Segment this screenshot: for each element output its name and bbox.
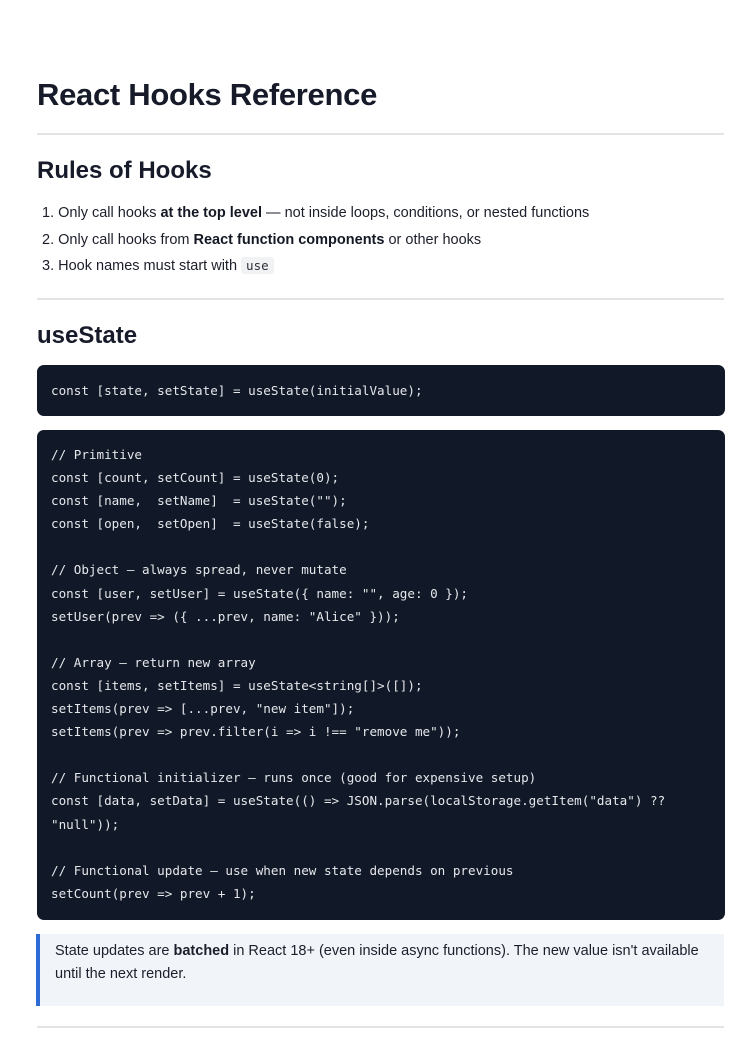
callout-text: in React 18+ (even inside async functions). The new value isn't available until the next render.: [55, 943, 699, 982]
rule-number: 2.: [42, 231, 55, 248]
rule-text: or other hooks: [384, 231, 482, 248]
code-line: // Array — return new array: [51, 654, 256, 670]
divider: [37, 298, 724, 300]
example-code-block: [37, 430, 725, 920]
rule-number: 1.: [42, 205, 55, 221]
code-line: [51, 628, 711, 651]
code-line: [51, 836, 711, 859]
rule-emphasis: at the top level: [160, 205, 263, 221]
code-line: setCount(prev => prev + 1);: [51, 885, 256, 901]
divider: [37, 1026, 724, 1028]
code-line: const [count, setCount] = useState(0);: [51, 470, 340, 486]
usestate-heading: useState: [37, 322, 138, 349]
code-line: const [name, setName] = useState("");: [51, 493, 347, 509]
code-line: // Object — always spread, never mutate: [51, 562, 347, 578]
code-line: const [state, setState] = useState(initialValue);: [51, 383, 423, 398]
inline-code: use: [241, 257, 274, 274]
page-title: React Hooks Reference: [37, 77, 378, 112]
rule-text: Hook names must start with: [58, 258, 242, 274]
code-line: setUser(prev => ({ ...prev, name: "Alice" }));: [51, 608, 400, 624]
rules-list: [42, 200, 589, 280]
code-line: [51, 743, 711, 766]
rule-item-3: [42, 253, 589, 280]
rule-text: Only call hooks from: [58, 231, 194, 248]
code-line: [51, 535, 711, 558]
code-line: // Functional initializer — runs once (good for expensive setup): [51, 770, 537, 786]
signature-code-block: [37, 365, 725, 416]
rule-text: — not inside loops, conditions, or nested functions: [262, 205, 590, 221]
divider: [37, 133, 724, 135]
rule-emphasis: React function components: [193, 231, 385, 248]
rule-text: Only call hooks: [58, 205, 161, 221]
code-line: // Functional update — use when new state depends on previous: [51, 862, 514, 878]
callout-text: State updates are: [55, 943, 174, 959]
code-line: setItems(prev => prev.filter(i => i !== "remove me"));: [51, 724, 461, 740]
code-line: const [open, setOpen] = useState(false);: [51, 516, 370, 532]
rule-number: 3.: [42, 258, 55, 274]
code-line: // Primitive: [51, 447, 142, 462]
rule-item-1: [42, 200, 589, 227]
code-line: "null"));: [51, 816, 120, 832]
rule-item-2: [42, 227, 589, 254]
code-line: const [data, setData] = useState(() => JSON.parse(localStorage.getItem("data") ??: [51, 793, 666, 809]
code-line: const [items, setItems] = useState<string[]>([]);: [51, 677, 423, 693]
code-line: setItems(prev => [...prev, "new item"]);: [51, 701, 355, 717]
callout-emphasis: batched: [173, 943, 230, 959]
batching-note-callout: [36, 934, 724, 1006]
rules-of-hooks-heading: Rules of Hooks: [37, 157, 212, 184]
code-line: const [user, setUser] = useState({ name: "", age: 0 });: [51, 585, 469, 601]
